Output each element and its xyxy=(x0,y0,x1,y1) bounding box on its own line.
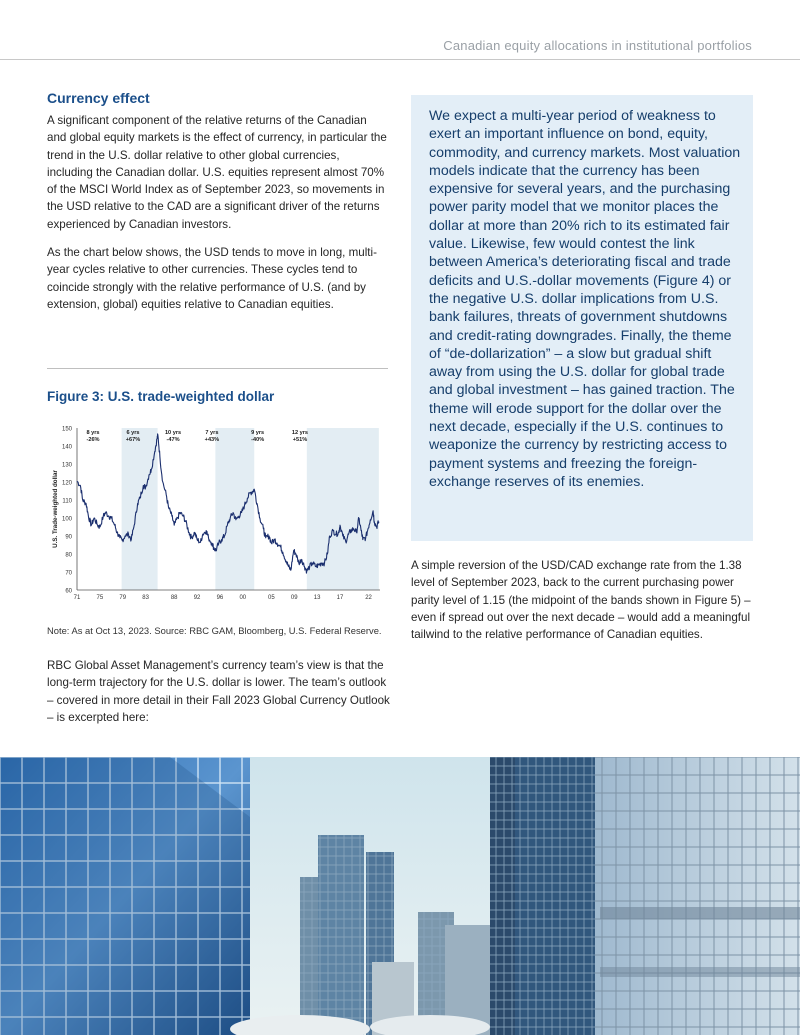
currency-section xyxy=(47,90,387,313)
cycle-annotation-change: +43% xyxy=(204,437,220,443)
x-tick-label: 09 xyxy=(290,595,298,601)
cycle-annotation-change: -40% xyxy=(251,437,265,443)
y-tick-label: 120 xyxy=(61,480,72,487)
x-tick-label: 96 xyxy=(216,595,224,601)
y-axis-label: U.S. Trade-weighted dollar xyxy=(52,470,59,548)
x-tick-label: 71 xyxy=(73,595,81,601)
x-tick-label: 75 xyxy=(96,595,104,601)
closing-section xyxy=(47,657,392,726)
header-divider xyxy=(0,59,800,60)
cycle-annotation-duration: 6 yrs xyxy=(126,430,140,436)
quote-text: We expect a multi-year period of weakness to exert an important influence on bond, equity, commodity, and currency markets. Most valuation models indicate that the currency has been expensive for several years, and the purchasing power parity model that we monitor places the dollar at more than 20% rich to its estimated fair value. Likewise, few would contest the link between America’s deteriorating fiscal and trade deficits and U.S.-dollar movements (Figure 4) or the negative U.S. dollar implications from U.S. bank failures, threats of government shutdowns and credit-rating downgrades. Finally, the theme of “de-dollarization” – a slow but gradual shift away from using the U.S. dollar for global trade and global investment – has gained traction. The theme will erode support for the dollar over the next decade, especially if the U.S. continues to weaponize the currency by restricting access to payment systems and freezing the foreign-exchange reserves of its enemies. xyxy=(429,108,741,490)
x-tick-label: 92 xyxy=(193,595,201,601)
cycle-annotation-change: -47% xyxy=(166,437,180,443)
trade-weighted-dollar-chart xyxy=(47,418,388,608)
section-heading: Currency effect xyxy=(47,90,150,106)
x-tick-label: 22 xyxy=(365,595,372,601)
figure-title: Figure 3: U.S. trade-weighted dollar xyxy=(47,389,275,404)
y-tick-label: 90 xyxy=(65,534,72,541)
y-tick-label: 140 xyxy=(61,444,72,451)
x-tick-label: 88 xyxy=(170,595,178,601)
figure-note: Note: As at Oct 13, 2023. Source: RBC GAM, Bloomberg, U.S. Federal Reserve. xyxy=(47,625,382,636)
y-tick-label: 70 xyxy=(65,570,72,577)
x-tick-label: 83 xyxy=(142,595,149,601)
y-tick-label: 130 xyxy=(61,462,72,469)
currency-paragraph-2: As the chart below shows, the USD tends to move in long, multi-year cycles relative to other currencies. These cycles tend to coincide strongly with the relative performance of U.S. (and by extension, global) equities relative to Canadian equities. xyxy=(47,246,377,311)
closing-paragraph: RBC Global Asset Management’s currency team’s view is that the long-term trajectory for the U.S. dollar is lower. The team’s outlook – covered in more detail in their Fall 2023 Global Currency Outlook – is excerpted here: xyxy=(47,659,390,724)
cycle-annotation-duration: 12 yrs xyxy=(291,430,309,436)
cycle-annotation-change: -26% xyxy=(86,437,100,443)
y-tick-label: 60 xyxy=(65,588,72,595)
y-tick-label: 80 xyxy=(65,552,72,559)
currency-paragraph-1: A significant component of the relative returns of the Canadian and global equity markets is the effect of currency, in particular the trend in the U.S. dollar relative to other global currencies, including the Canadian dollar. U.S. equities represent almost 70% of the MSCI World Index as of September 2023, so movements in the USD relative to the CAD are a significant driver of the returns experienced by Canadian investors. xyxy=(47,114,387,231)
chart-svg xyxy=(47,418,388,608)
x-tick-label: 00 xyxy=(239,595,247,601)
cycle-annotation-duration: 8 yrs xyxy=(86,430,100,436)
cycle-annotation-duration: 9 yrs xyxy=(251,430,265,436)
x-tick-label: 05 xyxy=(268,595,275,601)
y-tick-label: 100 xyxy=(61,516,72,523)
y-tick-label: 110 xyxy=(62,498,72,505)
city-skyline-photo xyxy=(0,757,800,1035)
shaded-period-1 xyxy=(215,428,254,590)
cycle-annotation-duration: 7 yrs xyxy=(205,430,219,436)
shaded-period-0 xyxy=(122,428,158,590)
x-tick-label: 13 xyxy=(313,595,321,601)
cycle-annotation-change: +67% xyxy=(125,437,141,443)
skyline-illustration xyxy=(0,757,800,1035)
reversion-paragraph: A simple reversion of the USD/CAD exchange rate from the 1.38 level of September 2023, back to the current purchasing power parity level of 1.15 (the midpoint of the bands shown in Figure 5) – even if spread out over the next decade – would add a meaningful tailwind to the relative performance of Canadian equities. xyxy=(411,559,751,642)
y-tick-label: 150 xyxy=(61,426,72,433)
cycle-annotation-duration: 10 yrs xyxy=(164,430,182,436)
cycle-annotation-change: +51% xyxy=(292,437,308,443)
x-tick-label: 17 xyxy=(336,595,344,601)
running-header: Canadian equity allocations in institutional portfolios xyxy=(443,38,752,53)
currency-outlook-quote xyxy=(411,95,753,541)
section-divider xyxy=(47,368,388,369)
x-tick-label: 79 xyxy=(119,595,127,601)
